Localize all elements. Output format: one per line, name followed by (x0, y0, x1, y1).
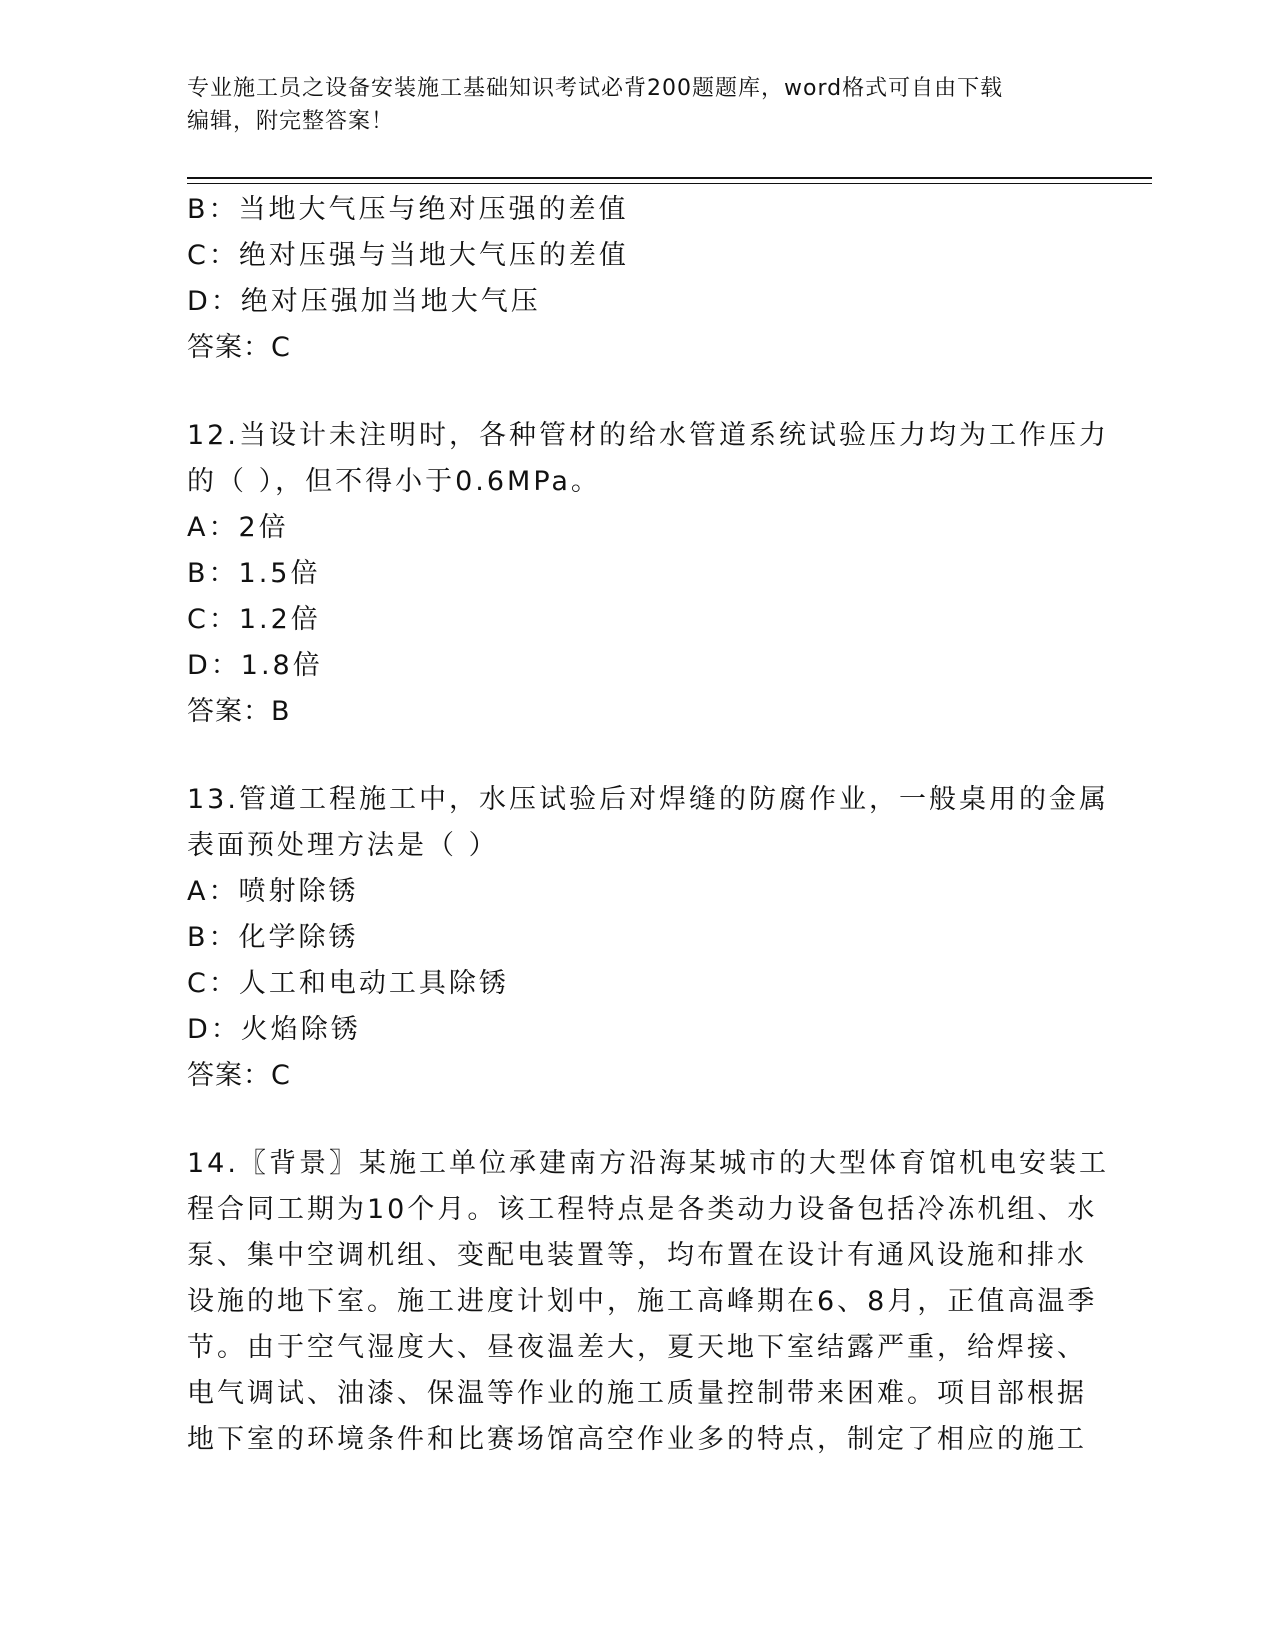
option-b: B：1.5倍 (187, 558, 321, 589)
option-d: D：1.8倍 (187, 650, 323, 681)
question-stem-line: 电气调试、油漆、保温等作业的施工质量控制带来困难。项目部根据 (187, 1378, 1087, 1409)
question-11-tail (187, 187, 1077, 371)
question-stem-line: 泵、集中空调机组、变配电装置等，均布置在设计有通风设施和排水 (187, 1240, 1087, 1271)
question-stem-line: 表面预处理方法是（ ） (187, 830, 499, 861)
question-13 (187, 777, 1109, 1099)
question-stem-line: 的（ ），但不得小于0.6MPa。 (187, 466, 601, 497)
question-stem-line: 14.〖背景〗某施工单位承建南方沿海某城市的大型体育馆机电安装工 (187, 1148, 1109, 1179)
option-c: C：1.2倍 (187, 604, 321, 635)
answer: 答案：C (187, 332, 291, 363)
question-stem-line: 设施的地下室。施工进度计划中，施工高峰期在6、8月，正值高温季 (187, 1286, 1098, 1317)
question-14 (187, 1141, 1109, 1463)
option-b: B：化学除锈 (187, 922, 359, 953)
question-stem-line: 12.当设计未注明时，各种管材的给水管道系统试验压力均为工作压力 (187, 420, 1109, 451)
question-12 (187, 413, 1109, 735)
option-a: A：2倍 (187, 512, 289, 543)
option-d: D：绝对压强加当地大气压 (187, 286, 541, 317)
option-c: C：绝对压强与当地大气压的差值 (187, 240, 629, 271)
question-spacer (187, 1099, 1077, 1141)
document-body (187, 187, 1109, 1463)
question-spacer (187, 735, 1077, 777)
document-header (187, 72, 1067, 138)
question-spacer (187, 371, 1077, 413)
question-stem-line: 地下室的环境条件和比赛场馆高空作业多的特点，制定了相应的施工 (187, 1424, 1087, 1455)
option-d: D：火焰除锈 (187, 1014, 361, 1045)
header-line-2: 编辑，附完整答案！ (187, 109, 395, 134)
question-stem-line: 程合同工期为10个月。该工程特点是各类动力设备包括冷冻机组、水 (187, 1194, 1098, 1225)
answer: 答案：C (187, 1060, 291, 1091)
question-stem-line: 13.管道工程施工中，水压试验后对焊缝的防腐作业，一般桌用的金属 (187, 784, 1109, 815)
question-stem-line: 节。由于空气湿度大、昼夜温差大，夏天地下室结露严重，给焊接、 (187, 1332, 1087, 1363)
answer: 答案：B (187, 696, 291, 727)
header-line-1: 专业施工员之设备安装施工基础知识考试必背200题题库，word格式可自由下载 (187, 76, 1004, 101)
header-divider-thick (187, 177, 1152, 179)
header-divider-thin (187, 183, 1152, 184)
option-b: B：当地大气压与绝对压强的差值 (187, 194, 629, 225)
option-a: A：喷射除锈 (187, 876, 359, 907)
option-c: C：人工和电动工具除锈 (187, 968, 509, 999)
